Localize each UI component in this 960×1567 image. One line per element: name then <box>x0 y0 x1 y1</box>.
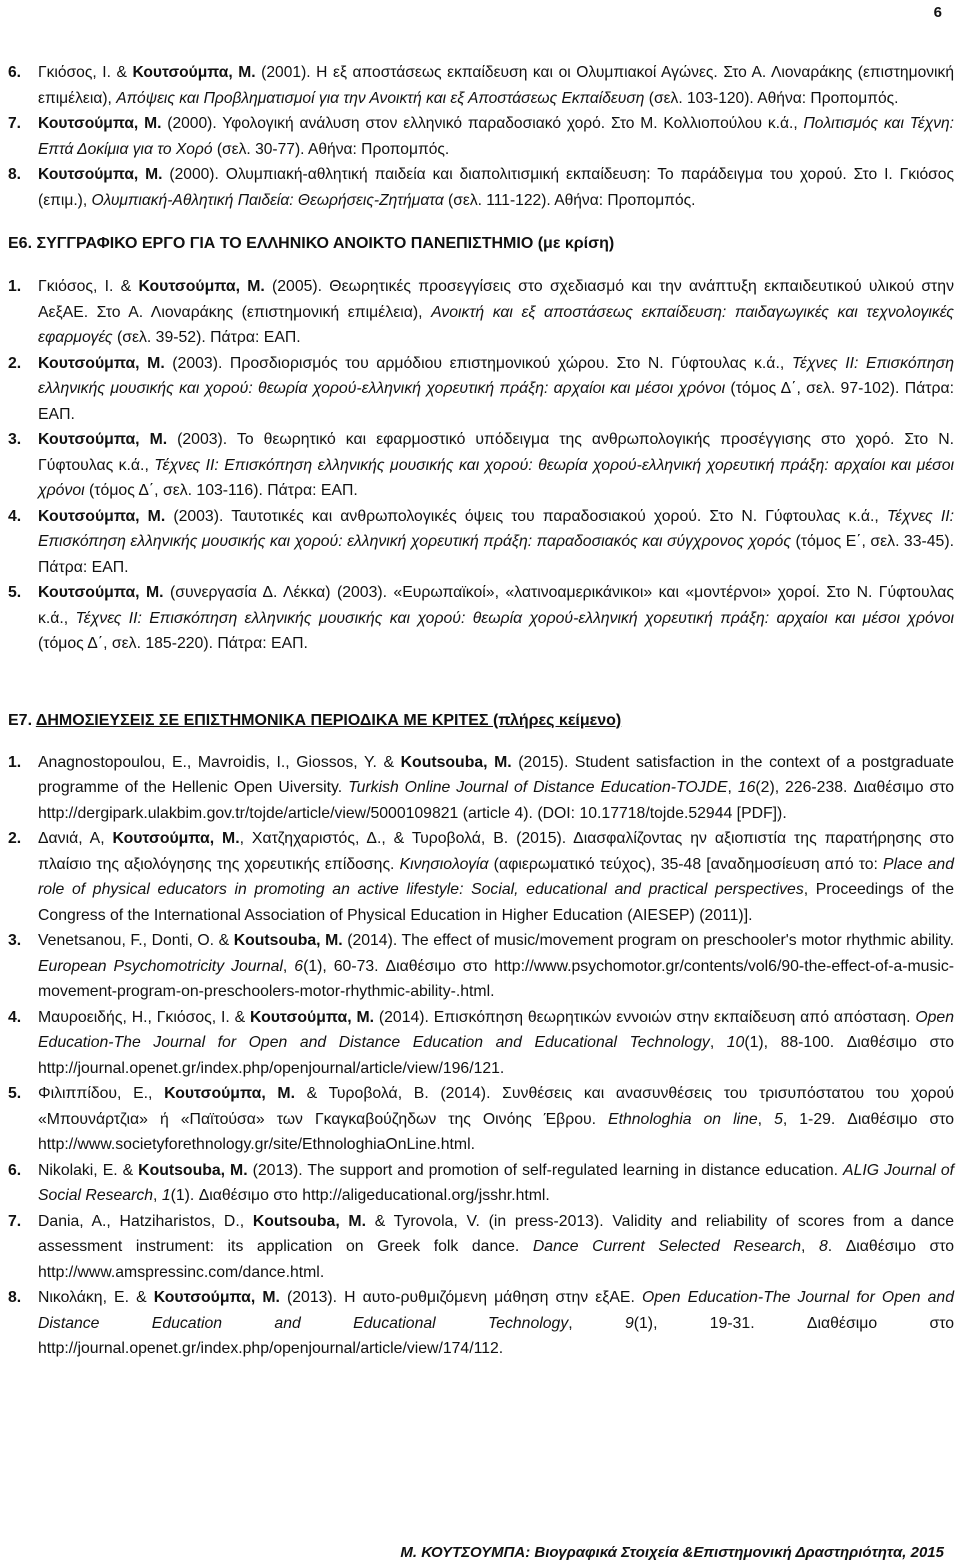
reference-text <box>38 274 954 351</box>
reference-segment: (τόμος Δ΄, σελ. 97-102). Πάτρα: ΕΑΠ. <box>38 380 954 423</box>
reference-segment: (αφιερωματικό τεύχος), 35-48 [αναδημοσίευση από το: <box>488 855 884 873</box>
reference-title-italic: 5 <box>774 1110 783 1128</box>
reference-number: 1. <box>8 753 22 771</box>
reference-segment: (2001). Η εξ αποστάσεως εκπαίδευση και οι Ολυμπιακοί Αγώνες. Στο Α. Λιοναράκης (επιστημονική επιμέλεια), <box>38 64 954 107</box>
reference-title-italic: Open Education-The Journal for Open and Distance Education and Educational Technology <box>38 1289 954 1332</box>
reference-item <box>8 580 954 657</box>
reference-segment: Μαυροειδής, Η., Γκιόσος, Ι. & <box>38 1008 251 1026</box>
reference-title-italic: 9 <box>624 1314 634 1332</box>
reference-text <box>38 580 954 657</box>
reference-text <box>38 750 954 827</box>
reference-number: 3. <box>8 431 22 448</box>
reference-title-italic: 6 <box>294 957 304 975</box>
section-e7-title: ΔΗΜΟΣΙΕΥΣΕΙΣ ΣΕ ΕΠΙΣΤΗΜΟΝΙΚΑ ΠΕΡΙΟΔΙΚΑ ΜΕ ΚΡΙΤΕΣ (πλήρες κείμενο) <box>35 711 622 729</box>
reference-list-top <box>8 60 954 213</box>
reference-segment: (1), 60-73. Διαθέσιμο στο http://www.psychomotor.gr/contents/vol6/90-the-effect-of-a-music-movement-program-on-preschoolers-motor-rhythmic-ability-.html. <box>38 957 955 1000</box>
reference-title-italic: ALIG Journal of Social Research <box>38 1161 955 1204</box>
reference-number: 7. <box>8 1212 22 1230</box>
reference-item <box>8 504 954 581</box>
reference-segment: Nikolaki, E. & <box>38 1161 139 1179</box>
reference-segment: Γκιόσος, Ι. & <box>38 278 139 295</box>
reference-text <box>38 504 954 581</box>
reference-segment: Anagnostopoulou, E., Mavroidis, I., Giossos, Y. & <box>38 753 401 771</box>
reference-author-bold: Κουτσούμπα, Μ. <box>164 1085 295 1102</box>
reference-segment: , <box>282 957 295 975</box>
reference-item <box>8 427 954 504</box>
reference-item <box>8 1158 954 1209</box>
reference-title-italic: Τέχνες ΙΙ: Επισκόπηση ελληνικής μουσικής και χορού: ελληνική χορευτική πράξη: παραδοσιακός και σύγχρονος χορός <box>38 507 954 550</box>
reference-title-italic: Τέχνες ΙΙ: Επισκόπηση ελληνικής μουσικής και χορού: θεωρία χορού-ελληνική χορευτική πράξη: αρχαίοι και μέσοι χρόνοι <box>75 609 954 627</box>
reference-title-italic: 8 <box>818 1238 828 1255</box>
reference-title-italic: 10 <box>726 1034 745 1051</box>
reference-item <box>8 1081 954 1158</box>
reference-segment: (2005). Θεωρητικές προσεγγίσεις στο σχεδιασμό και την ανάπτυξη εκπαιδευτικού υλικού στην ΑεξΑΕ. Στο Α. Λιοναράκης (επιστημονική επιμέλεια), <box>38 278 954 321</box>
reference-segment: (2013). Η αυτο-ρυθμιζόμενη μάθηση στην εξΑΕ. <box>279 1289 642 1306</box>
reference-segment: (2003). Ταυτοτικές και ανθρωπολογικές όψεις του παραδοσιακού χορού. Στο Ν. Γύφτουλας κ.ά., <box>165 507 887 525</box>
reference-segment: Φιλιππίδου, Ε., <box>38 1085 165 1102</box>
reference-segment: , Proceedings of the Congress of the International Association of Physical Education in Higher Education (AIESEP) (2011)]. <box>38 881 954 924</box>
reference-segment: (σελ. 30-77). Αθήνα: Προπομπός. <box>212 140 450 158</box>
reference-author-bold: Koutsouba, M. <box>400 753 512 771</box>
reference-segment: (τόμος Ε΄, σελ. 33-45). Πάτρα: ΕΑΠ. <box>38 533 954 576</box>
reference-text <box>38 1158 954 1209</box>
reference-segment: Δανιά, Α, <box>38 830 113 847</box>
reference-text <box>38 427 954 504</box>
reference-segment: Dania, A., Hatziharistos, D., <box>38 1212 253 1230</box>
reference-segment: (2000). Ολυμπιακή-αθλητική παιδεία και διαπολιτισμική εκπαίδευση: Το παράδειγμα του χορού. Στο Ι. Γκιόσος (επιμ.), <box>38 166 954 209</box>
reference-title-italic: Ανοικτή και εξ αποστάσεως εκπαίδευση: παιδαγωγικές και τεχνολογικές εφαρμογές <box>38 303 954 346</box>
reference-item <box>8 826 954 928</box>
reference-item <box>8 1005 954 1082</box>
reference-item <box>8 162 954 213</box>
reference-item <box>8 60 954 111</box>
reference-number: 4. <box>8 1008 22 1026</box>
reference-author-bold: Koutsouba, M. <box>252 1212 366 1230</box>
reference-segment: (2003). Προσδιορισμός του αρμόδιου επιστημονικού χώρου. Στο Ν. Γύφτουλας κ.ά., <box>164 354 792 372</box>
reference-segment: , 1-29. Διαθέσιμο στο http://www.societyforethnology.gr/site/EthnologhiaOnLine.html. <box>38 1110 955 1153</box>
reference-text <box>38 60 954 111</box>
reference-segment: (τόμος Δ΄, σελ. 103-116). Πάτρα: ΕΑΠ. <box>84 482 358 499</box>
reference-title-italic: Dance Current Selected Research <box>532 1238 801 1255</box>
reference-item <box>8 1209 954 1286</box>
reference-item <box>8 351 954 428</box>
reference-author-bold: Κουτσούμπα, Μ. <box>132 64 256 81</box>
reference-segment: (2014). Επισκόπηση θεωρητικών εννοιών στην εκπαίδευση από απόσταση. <box>374 1008 916 1026</box>
reference-text <box>38 1005 954 1082</box>
reference-author-bold: Κουτσούμπα, Μ. <box>38 166 163 183</box>
reference-segment: (συνεργασία Δ. Λέκκα) (2003). «Ευρωπαϊκοί», «λατινοαμερικάνικοι» και «μοντέρνοι» χοροί. Στο Ν. Γύφτουλας κ.ά., <box>38 584 954 627</box>
reference-segment: (2000). Υφολογική ανάλυση στον ελληνικό παραδοσιακό χορό. Στο Μ. Κολλιοπούλου κ.ά., <box>161 115 804 132</box>
reference-segment: (2015). Student satisfaction in the context of a postgraduate programme of the Hellenic Open Uiversity. <box>38 753 954 796</box>
reference-segment: Νικολάκη, Ε. & <box>38 1289 154 1306</box>
reference-item <box>8 928 954 1005</box>
reference-number: 2. <box>8 830 22 847</box>
reference-item <box>8 111 954 162</box>
reference-segment: & Τυροβολά, Β. (2014). Συνθέσεις και ανασυνθέσεις του τρισυπόστατου του χορού «Μπουνάρτζια» ή «Παϊτούσα» των Γκαγκαβούζηδων της Οινόης Έβρου. <box>38 1085 955 1128</box>
reference-title-italic: Απόψεις και Προβληματισμοί για την Ανοικτή και εξ Αποστάσεως Εκπαίδευση <box>116 89 645 107</box>
reference-segment: (2), 226-238. Διαθέσιμο στο http://dergipark.ulakbim.gov.tr/tojde/article/view/5000109821 (article 4). (DOI: 10.17718/tojde.52944 [PDF]). <box>38 779 954 822</box>
reference-number: 5. <box>8 584 22 601</box>
reference-title-italic: Κινησιολογία <box>399 855 489 873</box>
reference-item <box>8 750 954 827</box>
reference-item <box>8 274 954 351</box>
reference-segment: Γκιόσος, Ι. & <box>38 64 133 81</box>
reference-text <box>38 1209 954 1286</box>
reference-author-bold: Koutsouba, M. <box>138 1161 248 1179</box>
reference-title-italic: Ολυμπιακή-Αθλητική Παιδεία: Θεωρήσεις-Ζητήματα <box>91 191 444 209</box>
reference-author-bold: Κουτσούμπα, Μ. <box>38 584 164 601</box>
reference-segment: Venetsanou, F., Donti, O. & <box>38 932 234 949</box>
reference-segment: (σελ. 103-120). Αθήνα: Προπομπός. <box>644 89 899 107</box>
reference-segment: (σελ. 111-122). Αθήνα: Προπομπός. <box>443 191 696 209</box>
reference-title-italic: Πολιτισμός και Τέχνη: Επτά Δοκίμια για το Χορό <box>38 115 954 158</box>
reference-title-italic: Place and role of physical educators in promoting an active lifestyle: Social, educational and practical perspectives <box>38 855 955 898</box>
reference-title-italic: 16 <box>737 779 756 796</box>
reference-segment: (σελ. 39-52). Πάτρα: ΕΑΠ. <box>112 329 301 346</box>
reference-number: 4. <box>8 507 22 525</box>
reference-number: 3. <box>8 932 22 949</box>
reference-segment: (2013). The support and promotion of self-regulated learning in distance education. <box>247 1161 844 1179</box>
reference-number: 7. <box>8 115 22 132</box>
document-body <box>8 60 954 1362</box>
reference-segment: (τόμος Δ΄, σελ. 185-220). Πάτρα: ΕΑΠ. <box>38 635 308 652</box>
reference-segment: (2014). The effect of music/movement program on preschooler's motor rhythmic ability. <box>342 932 954 949</box>
reference-segment: (1), 19-31. Διαθέσιμο στο http://journal.openet.gr/index.php/openjournal/article/view/174/112. <box>38 1314 954 1357</box>
reference-title-italic: European Psychomotricity Journal <box>38 957 283 975</box>
section-e6-heading: Ε6. ΣΥΓΓΡΑΦΙΚΟ ΕΡΓΟ ΓΙΑ ΤΟ ΕΛΛΗΝΙΚΟ ΑΝΟΙΚΤΟ ΠΑΝΕΠΙΣΤΗΜΙΟ (με κρίση) <box>8 235 615 252</box>
reference-author-bold: Κουτσούμπα, Μ. <box>138 278 265 295</box>
reference-author-bold: Κουτσούμπα, Μ. <box>250 1008 375 1026</box>
reference-author-bold: Κουτσούμπα, Μ. <box>38 115 162 132</box>
reference-segment: , <box>801 1238 819 1255</box>
reference-number: 5. <box>8 1085 22 1102</box>
reference-segment: , <box>757 1110 775 1128</box>
reference-segment: (1). Διαθέσιμο στο http://aligeducational.org/jsshr.html. <box>170 1187 550 1204</box>
reference-author-bold: Κουτσούμπα, Μ. <box>153 1289 280 1306</box>
reference-text <box>38 1285 954 1362</box>
reference-author-bold: Koutsouba, M. <box>233 932 343 949</box>
section-e7-prefix: Ε7. <box>8 711 36 729</box>
reference-segment: (2003). Το θεωρητικό και εφαρμοστικό υπόδειγμα της ανθρωπολογικής προσέγγισης στο χορό. Στο Ν. Γύφτουλας κ.ά., <box>38 431 954 474</box>
page-number: 6 <box>933 4 942 21</box>
reference-segment: & Tyrovola, V. (in press-2013). Validity and reliability of scores from a dance assessment instrument: its application on Greek folk dance. <box>38 1212 954 1255</box>
reference-segment: , <box>709 1034 727 1051</box>
reference-number: 2. <box>8 354 22 372</box>
reference-text <box>38 826 954 928</box>
page-footer: Μ. ΚΟΥΤΣΟΥΜΠΑ: Βιογραφικά Στοιχεία &Επιστημονική Δραστηριότητα, 2015 <box>400 1544 944 1561</box>
reference-text <box>38 351 954 428</box>
reference-author-bold: Κουτσούμπα, Μ. <box>112 830 240 847</box>
reference-title-italic: Τέχνες ΙΙ: Επισκόπηση ελληνικής μουσικής και χορού: θεωρία χορού-ελληνική χορευτική πράξη: αρχαίοι και μέσοι χρόνοι <box>38 354 954 397</box>
reference-number: 8. <box>8 166 22 183</box>
reference-author-bold: Κουτσούμπα, Μ. <box>38 507 166 525</box>
reference-list-e6 <box>8 274 954 657</box>
section-e7-heading <box>8 709 954 733</box>
reference-segment: , <box>153 1187 162 1204</box>
reference-list-e7 <box>8 750 954 1362</box>
reference-author-bold: Κουτσούμπα, Μ. <box>38 431 168 448</box>
reference-text <box>38 928 954 1005</box>
reference-title-italic: Τέχνες ΙΙ: Επισκόπηση ελληνικής μουσικής και χορού: θεωρία χορού-ελληνική χορευτική πράξη: αρχαίοι και μέσοι χρόνοι <box>38 456 954 499</box>
reference-author-bold: Κουτσούμπα, Μ. <box>38 354 165 372</box>
reference-text <box>38 162 954 213</box>
reference-segment: (1), 88-100. Διαθέσιμο στο http://journal.openet.gr/index.php/openjournal/article/view/196/121. <box>38 1034 954 1077</box>
reference-number: 6. <box>8 1161 22 1179</box>
reference-segment: , <box>727 779 738 796</box>
reference-title-italic: Turkish Online Journal of Distance Education-TOJDE <box>348 779 728 796</box>
reference-segment: , Χατζηχαριστός, Δ., & Τυροβολά, Β. (2015). Διασφαλίζοντας ην αξιοπιστία της παρατήρησης στο πλαίσιο της αξιολόγησης της χορευτικής επίδοσης. <box>38 830 954 873</box>
reference-item <box>8 1285 954 1362</box>
reference-title-italic: Open Education-The Journal for Open and Distance Education and Educational Technology <box>38 1008 954 1051</box>
reference-segment: , <box>568 1314 625 1332</box>
reference-number: 8. <box>8 1289 22 1306</box>
reference-number: 1. <box>8 278 22 295</box>
reference-title-italic: Ethnologhia on line <box>608 1110 758 1128</box>
reference-text <box>38 111 954 162</box>
reference-number: 6. <box>8 64 22 81</box>
reference-title-italic: 1 <box>161 1187 171 1204</box>
reference-text <box>38 1081 954 1158</box>
reference-segment: . Διαθέσιμο στο http://www.amspressinc.com/dance.html. <box>38 1238 955 1281</box>
